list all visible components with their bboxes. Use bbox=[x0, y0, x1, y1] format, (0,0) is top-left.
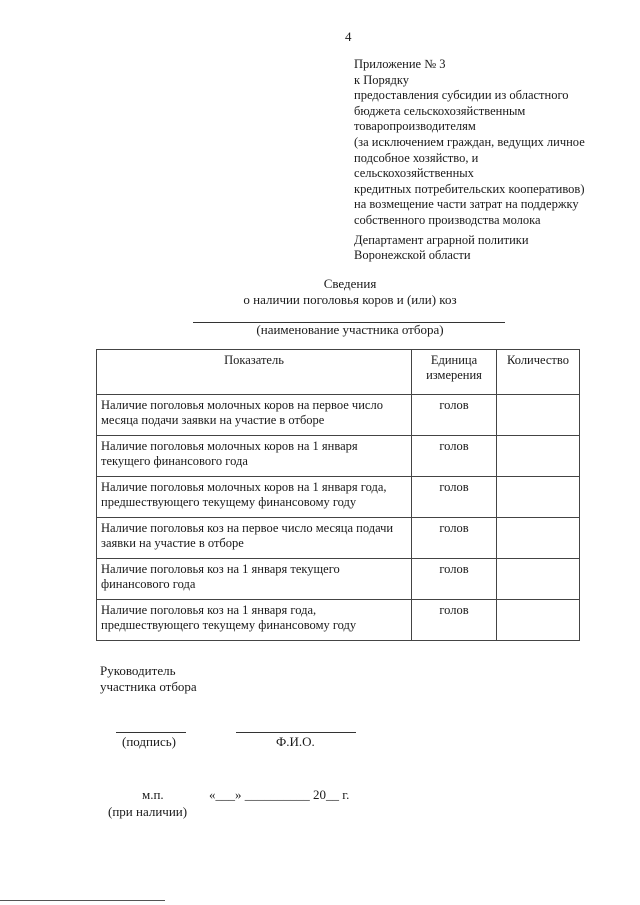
page-number: 4 bbox=[345, 29, 352, 44]
table-header-row bbox=[97, 350, 580, 395]
row-quantity[interactable] bbox=[497, 395, 580, 436]
fio-caption: Ф.И.О. bbox=[276, 734, 315, 749]
title-subline: о наличии поголовья коров и (или) коз bbox=[243, 292, 457, 307]
signature-caption: (подпись) bbox=[122, 734, 176, 749]
livestock-table bbox=[96, 349, 580, 641]
row-indicator: Наличие поголовья молочных коров на 1 января текущего финансового года bbox=[97, 436, 412, 477]
appendix-line: кредитных потребительских кооперативов) bbox=[354, 181, 585, 196]
row-indicator: Наличие поголовья коз на первое число месяца подачи заявки на участие в отборе bbox=[97, 518, 412, 559]
appendix-line: собственного производства молока bbox=[354, 212, 541, 227]
row-unit: голов bbox=[412, 559, 497, 600]
appendix-line: к Порядку bbox=[354, 72, 409, 87]
table-row bbox=[97, 477, 580, 518]
stamp-label: м.п. bbox=[142, 787, 164, 802]
fio-line bbox=[236, 732, 356, 733]
row-indicator: Наличие поголовья молочных коров на 1 января года, предшествующего текущему финансовому году bbox=[97, 477, 412, 518]
document-title bbox=[0, 276, 640, 308]
appendix-line: бюджета сельскохозяйственным bbox=[354, 103, 526, 118]
footnote-divider bbox=[0, 900, 165, 901]
table-row bbox=[97, 559, 580, 600]
participant-name-caption: (наименование участника отбора) bbox=[256, 322, 444, 337]
table-row bbox=[97, 600, 580, 641]
appendix-header bbox=[354, 57, 614, 264]
table-row bbox=[97, 395, 580, 436]
department-name bbox=[354, 233, 614, 264]
row-indicator: Наличие поголовья коз на 1 января года, предшествующего текущему финансовому году bbox=[97, 600, 412, 641]
row-unit: голов bbox=[412, 477, 497, 518]
row-unit: голов bbox=[412, 518, 497, 559]
head-label-line: участника отбора bbox=[100, 679, 197, 694]
appendix-line: сельскохозяйственных bbox=[354, 166, 474, 181]
title-line: Сведения bbox=[323, 276, 377, 291]
date-field: «___» __________ 20__ г. bbox=[209, 787, 350, 802]
department-line: Департамент аграрной политики bbox=[354, 232, 529, 247]
header-quantity: Количество bbox=[497, 350, 580, 395]
row-unit: голов bbox=[412, 395, 497, 436]
appendix-line: на возмещение части затрат на поддержку bbox=[354, 197, 579, 212]
row-unit: голов bbox=[412, 600, 497, 641]
table-row bbox=[97, 518, 580, 559]
row-quantity[interactable] bbox=[497, 600, 580, 641]
header-indicator: Показатель bbox=[97, 350, 412, 395]
row-indicator: Наличие поголовья коз на 1 января текущего финансового года bbox=[97, 559, 412, 600]
appendix-line: товаропроизводителям bbox=[354, 119, 476, 134]
stamp-note: (при наличии) bbox=[108, 804, 188, 819]
row-quantity[interactable] bbox=[497, 559, 580, 600]
row-unit: голов bbox=[412, 436, 497, 477]
appendix-line: подсобное хозяйство, и bbox=[354, 150, 479, 165]
row-quantity[interactable] bbox=[497, 477, 580, 518]
appendix-line: предоставления субсидии из областного bbox=[354, 88, 569, 103]
department-line: Воронежской области bbox=[354, 248, 471, 263]
head-signatory-label bbox=[100, 663, 197, 695]
head-label-line: Руководитель bbox=[100, 663, 176, 678]
row-indicator: Наличие поголовья молочных коров на первое число месяца подачи заявки на участие в отборе bbox=[97, 395, 412, 436]
row-quantity[interactable] bbox=[497, 518, 580, 559]
appendix-line: Приложение № 3 bbox=[354, 57, 446, 71]
signature-line bbox=[116, 732, 186, 733]
row-quantity[interactable] bbox=[497, 436, 580, 477]
header-unit: Единица измерения bbox=[412, 350, 497, 395]
table-row bbox=[97, 436, 580, 477]
appendix-line: (за исключением граждан, ведущих личное bbox=[354, 134, 585, 149]
